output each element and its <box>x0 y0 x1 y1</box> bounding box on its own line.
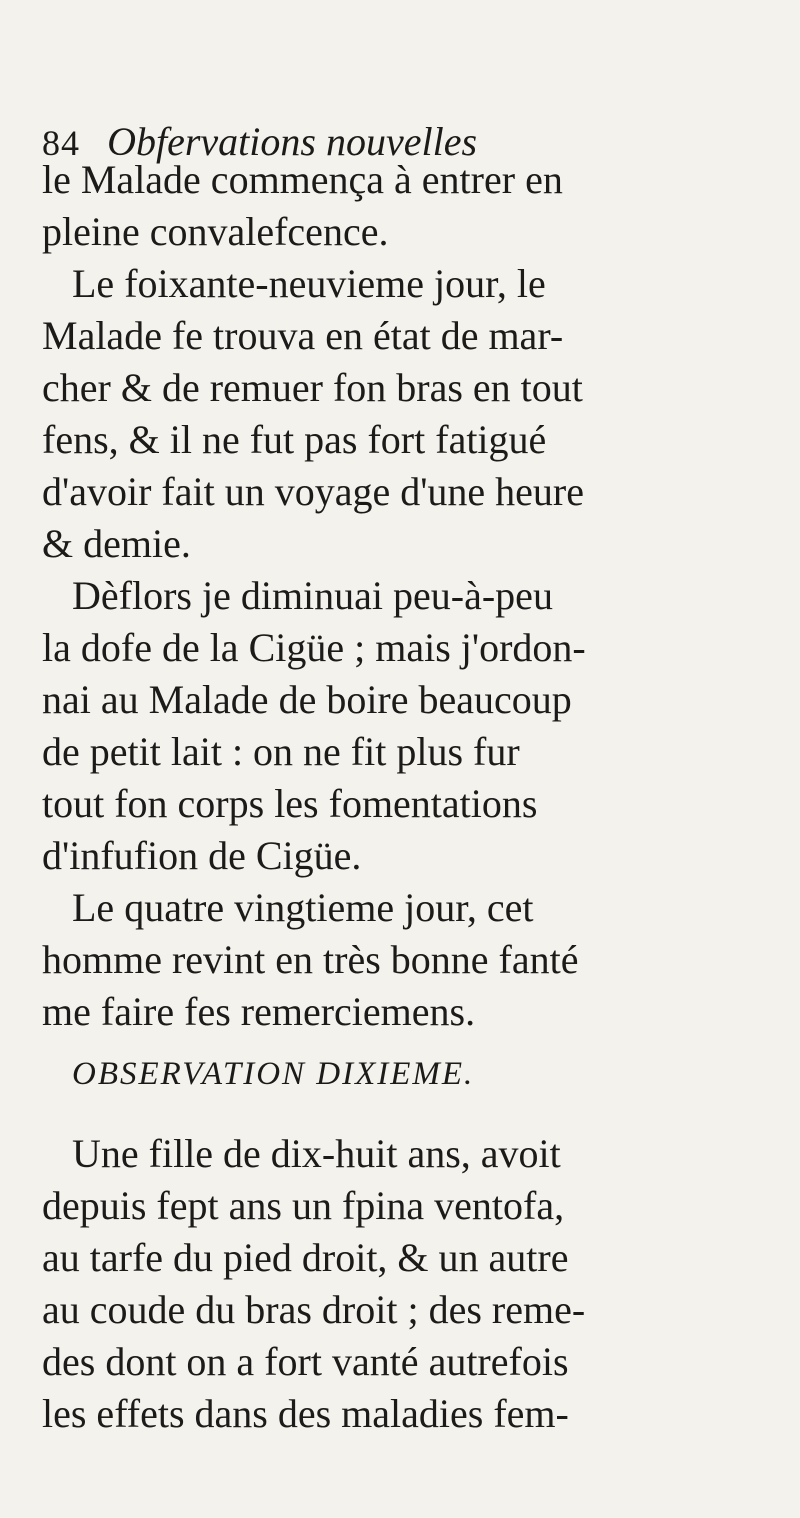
text-line: me faire fes remerciemens. <box>42 989 476 1034</box>
text-line: le Malade commença à entrer en <box>42 157 563 202</box>
section-heading: OBSERVATION DIXIEME. <box>72 1056 475 1092</box>
text-line: Malade fe trouva en état de mar- <box>42 313 564 358</box>
text-line: des dont on a fort vanté autrefois <box>42 1339 569 1384</box>
text-line: Le foixante-neuvieme jour, le <box>72 261 546 306</box>
text-line: cher & de remuer fon bras en tout <box>42 365 583 410</box>
text-line: au coude du bras droit ; des reme- <box>42 1287 586 1332</box>
text-line: la dofe de la Cigüe ; mais j'ordon- <box>42 625 586 670</box>
text-line: nai au Malade de boire beaucoup <box>42 677 572 722</box>
text-line: depuis fept ans un fpina ventofa, <box>42 1183 565 1228</box>
page-number: 84 <box>42 123 80 163</box>
text-line: Une fille de dix-huit ans, avoit <box>72 1131 561 1176</box>
text-line: Dèflors je diminuai peu-à-peu <box>72 573 553 618</box>
text-line: Le quatre vingtieme jour, cet <box>72 885 534 930</box>
running-title: Obfervations nouvelles <box>107 119 478 164</box>
text-line: les effets dans des maladies fem- <box>42 1391 569 1436</box>
text-line: d'infufion de Cigüe. <box>42 833 362 878</box>
text-line: fens, & il ne fut pas fort fatigué <box>42 417 547 462</box>
text-line: & demie. <box>42 521 191 566</box>
text-line: de petit lait : on ne fit plus fur <box>42 729 520 774</box>
text-line: homme revint en très bonne fanté <box>42 937 579 982</box>
text-line: d'avoir fait un voyage d'une heure <box>42 469 584 514</box>
text-line: au tarfe du pied droit, & un autre <box>42 1235 569 1280</box>
text-line: pleine convalefcence. <box>42 209 389 254</box>
text-line: tout fon corps les fomentations <box>42 781 538 826</box>
